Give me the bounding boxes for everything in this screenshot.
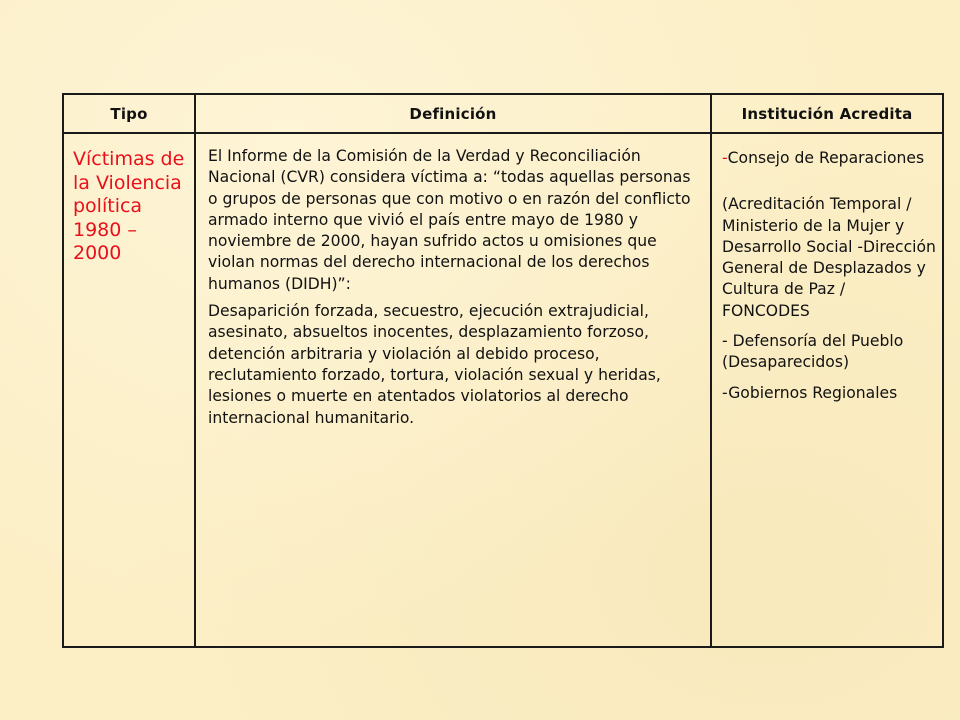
header-tipo: Tipo (63, 94, 195, 133)
header-definicion: Definición (195, 94, 711, 133)
definicion-paragraph-1: El Informe de la Comisión de la Verdad y Reconciliación Nacional (CVR) considera víctima a: “todas aquellas personas o grupos de personas que con motivo o en razón del conflicto armado interno que vivió el país entre mayo de 1980 y noviembre de 2000, hayan sufrido actos u omisiones que violan normas del derecho internacional de los derechos humanos (DIDH)”: (208, 147, 691, 293)
institucion-defensoria: - Defensoría del Pueblo (Desaparecidos) (722, 332, 904, 372)
consejo-text: Consejo de Reparaciones (727, 149, 925, 167)
spacer (722, 322, 936, 331)
definicion-paragraph-2: Desaparición forzada, secuestro, ejecución extrajudicial, asesinato, absueltos inocentes, desplazamiento forzoso, detención arbitraria y violación al debido proceso, reclutamiento forzado, tortura, violación sexual y heridas, lesiones o muerte en atentados violatorios al derecho internacional humanitario. (208, 302, 661, 427)
red-dash: - (722, 149, 728, 167)
spacer (722, 374, 936, 383)
institucion-gobiernos: -Gobiernos Regionales (722, 383, 898, 402)
header-institucion: Institución Acredita (711, 94, 943, 133)
cell-institucion (711, 133, 943, 647)
cell-tipo: Víctimas de la Violencia política 1980 – 2000 (63, 133, 195, 647)
institucion-acreditacion: (Acreditación Temporal / Ministerio de la Mujer y Desarrollo Social -Dirección General de Desplazados y Cultura de Paz / FONCODES (722, 195, 936, 320)
table-header-row (63, 94, 943, 133)
cell-definicion (195, 133, 711, 647)
institucion-consejo (722, 148, 936, 169)
victims-table (62, 93, 944, 648)
spacer (722, 169, 936, 194)
table-row (63, 133, 943, 647)
